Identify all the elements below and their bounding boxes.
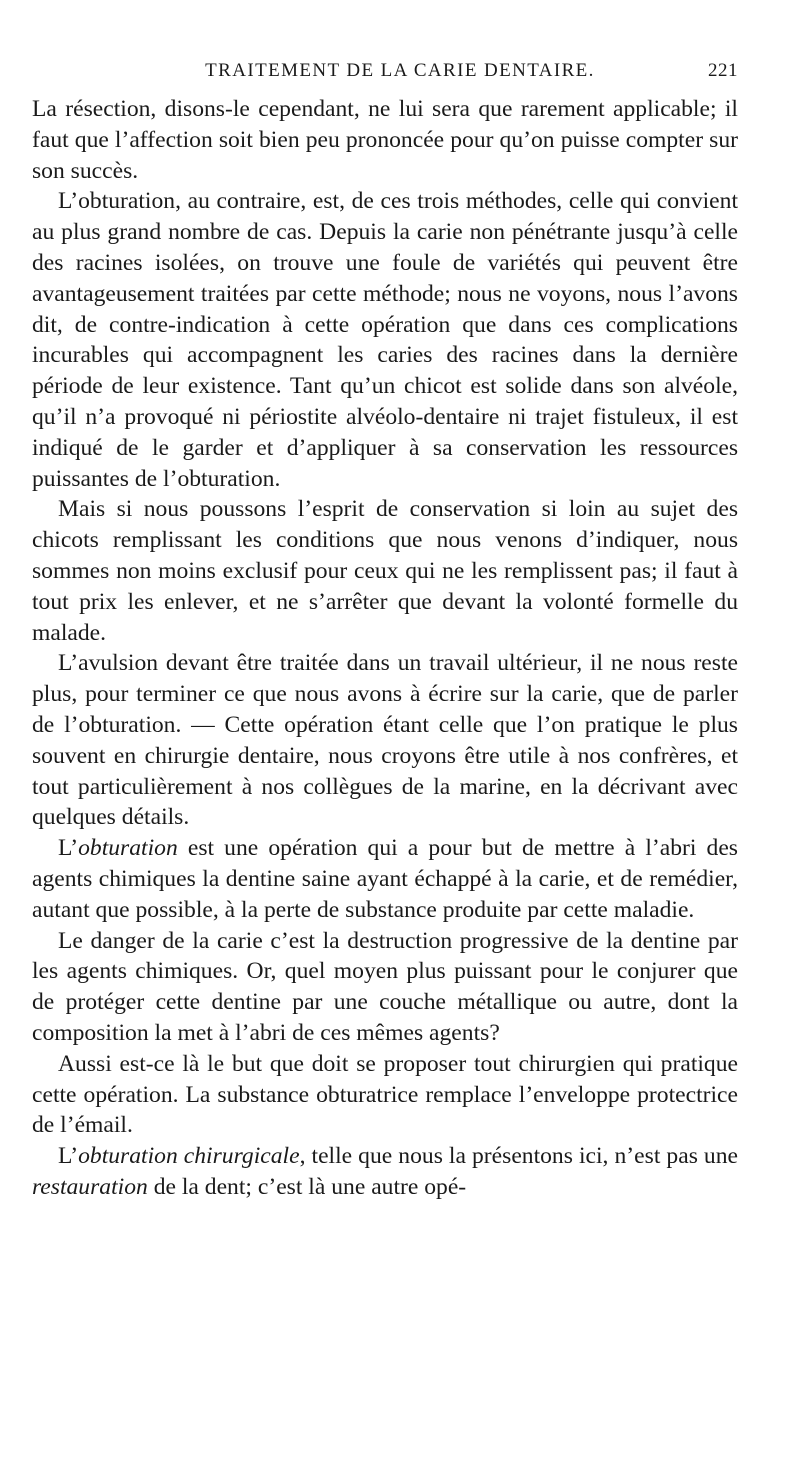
page-number: 221 [708,60,738,81]
paragraph-text: est une opération qui a pour but de mettre à l’abri des agents chimiques la dentine saine ayant échappé à la carie, et de remédier, autant que possible, à la perte de substance produite par cette maladie. [32,835,738,923]
paragraph-text: , telle que nous la présentons ici, n’est pas une [299,1143,738,1170]
paragraph-lead: L’ [58,835,79,862]
body-text [32,94,738,1203]
paragraph-chicots [32,494,738,648]
paragraph-obturation-methods [32,186,738,494]
paragraph-danger [32,926,738,1049]
paragraph-chirurgicale [32,1141,738,1203]
running-head [32,60,738,94]
paragraph-avulsion [32,648,738,833]
italic-term: obturation [78,835,178,862]
italic-term: restauration [32,1173,148,1200]
paragraph-text: L’avulsion devant être traitée dans un travail ultérieur, il ne nous reste plus, pour terminer ce que nous avons à écrire sur la carie, que de parler de l’obturation. — Cette opération étant celle que l’on pratique le plus souvent en chirurgie dentaire, nous croyons être utile à nos confrères, et tout particulièrement à nos collègues de la marine, en la décrivant avec quelques détails. [32,650,738,831]
paragraph-text: La résection, disons-le cependant, ne lui sera que rarement applicable; il faut que l’affection soit bien peu prononcée pour qu’on puisse compter sur son succès. [32,96,738,184]
paragraph-lead: L’ [58,1143,79,1170]
book-page [32,60,738,1203]
paragraph-text: de la dent; c’est là une autre opé- [147,1173,467,1200]
paragraph-purpose [32,1049,738,1141]
paragraph-text: L’obturation, au contraire, est, de ces trois méthodes, celle qui convient au plus grand nombre de cas. Depuis la carie non pénétrante jusqu’à celle des racines isolées, on trouve une foule de variétés qui peuvent être avantageusement traitées par cette méthode; nous ne voyons, nous l’avons dit, de contre-indication à cette opération que dans ces complications incurables qui accompagnent les caries des racines dans la dernière période de leur existence. Tant qu’un chicot est solide dans son alvéole, qu’il n’a provoqué ni périostite alvéolo-dentaire ni trajet fistuleux, il est indiqué de le garder et d’appliquer à sa conservation les ressources puissantes de l’obturation. [32,188,738,492]
paragraph-text: Le danger de la carie c’est la destruction progressive de la dentine par les agents chimiques. Or, quel moyen plus puissant pour le conjurer que de protéger cette dentine par une couche métallique ou autre, dont la composition la met à l’abri de ces mêmes agents? [32,927,738,1046]
paragraph-resection [32,94,738,186]
italic-term: obturation chirurgicale [78,1143,300,1170]
paragraph-obturation-definition [32,833,738,925]
paragraph-text: Mais si nous poussons l’esprit de conservation si loin au sujet des chicots remplissant les conditions que nous venons d’indiquer, nous sommes non moins exclusif pour ceux qui ne les remplissent pas; il faut à tout prix les enlever, et ne s’arrêter que devant la volonté formelle du malade. [32,496,738,646]
running-title: TRAITEMENT DE LA CARIE DENTAIRE. [205,60,595,81]
paragraph-text: Aussi est-ce là le but que doit se proposer tout chirurgien qui pratique cette opération. La substance obturatrice remplace l’enveloppe protectrice de l’émail. [32,1050,738,1139]
